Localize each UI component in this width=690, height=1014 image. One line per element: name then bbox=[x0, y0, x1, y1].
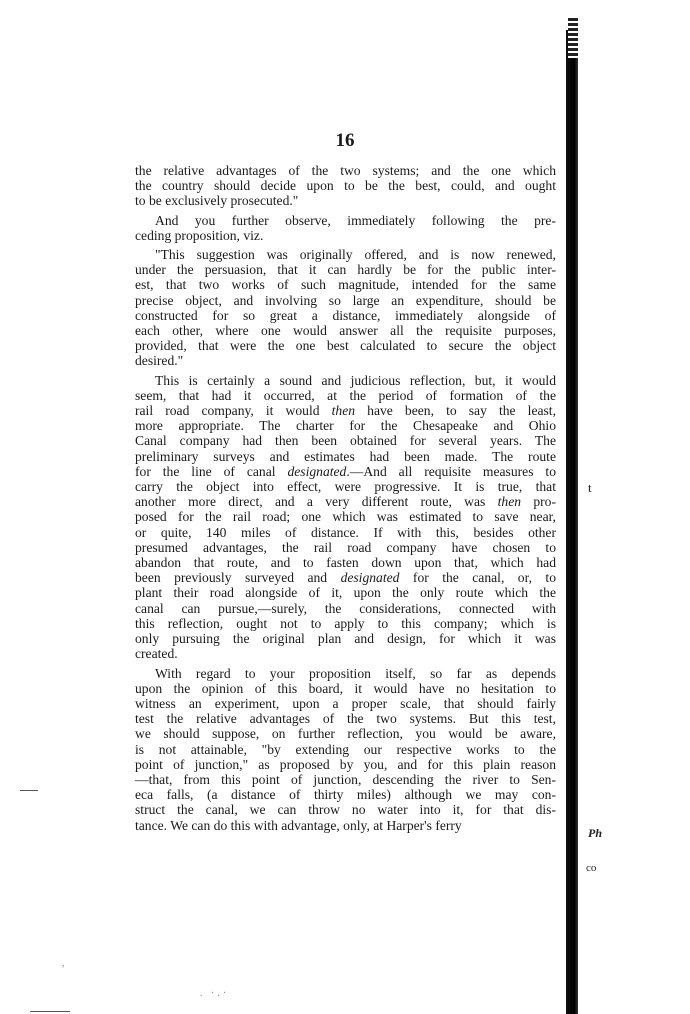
text-line: canal can pursue,—surely, the considerations, connected with bbox=[135, 600, 556, 616]
text-line: est, that two works of such magnitude, intended for the same bbox=[135, 277, 556, 293]
binding-stitching bbox=[568, 18, 578, 58]
body-text bbox=[135, 163, 556, 833]
paragraph bbox=[135, 163, 556, 209]
text-line: witness an experiment, upon a proper scale, that should fairly bbox=[135, 695, 556, 711]
text-line: each other, where one would answer all the requisite purposes, bbox=[135, 323, 556, 339]
text-line: carry the object into effect, were progressive. It is true, that bbox=[135, 479, 556, 495]
paper-specks: . ·.· bbox=[200, 988, 230, 999]
facing-page-fragment: t bbox=[588, 480, 592, 495]
text-line: "This suggestion was originally offered, and is now renewed, bbox=[155, 247, 556, 263]
page-number: 16 bbox=[335, 130, 355, 151]
text-line: to be exclusively prosecuted." bbox=[135, 193, 299, 209]
text-line: this reflection, ought not to apply to this company; which is bbox=[135, 615, 556, 631]
text-line: provided, that were the one best calculated to secure the object bbox=[135, 338, 556, 354]
text-line: preliminary surveys and estimates had been made. The route bbox=[135, 448, 556, 464]
text-line: And you further observe, immediately following the pre- bbox=[155, 212, 556, 228]
paper-specks: , bbox=[62, 958, 65, 969]
page-edge-mark bbox=[30, 1011, 70, 1012]
paragraph bbox=[135, 247, 556, 369]
text-line: tance. We can do this with advantage, only, at Harper's ferry bbox=[135, 817, 462, 833]
facing-page-fragment: Ph bbox=[588, 826, 603, 840]
text-line: the relative advantages of the two systems; and the one which bbox=[135, 163, 556, 178]
text-line: presumed advantages, the rail road company have chosen to bbox=[135, 539, 556, 555]
text-line: eca falls, (a distance of thirty miles) although we may con- bbox=[135, 787, 556, 803]
binding-shadow bbox=[566, 30, 578, 1014]
text-line: under the persuasion, that it can hardly be for the public inter- bbox=[135, 262, 556, 278]
text-line: or quite, 140 miles of distance. If with this, besides other bbox=[135, 524, 556, 540]
paragraph bbox=[135, 373, 556, 662]
text-line: abandon that route, and to fasten down upon that, which had bbox=[135, 555, 556, 571]
text-line: —that, from this point of junction, descending the river to Sen- bbox=[135, 771, 556, 787]
text-line: point of junction," as proposed by you, and for this plain reason bbox=[135, 756, 556, 772]
text-line: plant their road alongside of it, upon the only route which the bbox=[135, 585, 556, 601]
text-line: posed for the rail road; one which was estimated to save near, bbox=[135, 509, 556, 525]
text-line: been previously surveyed and designated for the canal, or, to bbox=[135, 570, 557, 586]
text-line: Canal company had then been obtained for several years. The bbox=[135, 433, 556, 449]
paragraph bbox=[135, 213, 556, 243]
text-line: more appropriate. The charter for the Chesapeake and Ohio bbox=[135, 418, 556, 434]
text-line: precise object, and involving so large an expenditure, should be bbox=[135, 292, 556, 308]
text-line: only pursuing the original plan and design, for which it was bbox=[135, 631, 556, 647]
text-line: another more direct, and a very different route, was then pro- bbox=[135, 494, 557, 510]
text-line: desired." bbox=[135, 353, 184, 369]
text-line: the country should decide upon to be the best, could, and ought bbox=[135, 178, 556, 194]
text-line: constructed for so great a distance, immediately alongside of bbox=[135, 307, 556, 323]
text-line: test the relative advantages of the two systems. But this test, bbox=[135, 711, 556, 727]
text-line: This is certainly a sound and judicious reflection, but, it would bbox=[155, 372, 556, 388]
text-line: created. bbox=[135, 646, 178, 662]
text-line: struct the canal, we can throw no water into it, for that dis- bbox=[135, 802, 556, 818]
text-line: rail road company, it would then have been, to say the least, bbox=[135, 403, 556, 419]
text-line: is not attainable, "by extending our respective works to the bbox=[135, 741, 556, 757]
text-line: for the line of canal designated.—And all requisite measures to bbox=[135, 463, 556, 479]
facing-page-fragment: co bbox=[586, 862, 597, 874]
paragraph bbox=[135, 666, 556, 833]
text-line: ceding proposition, viz. bbox=[135, 227, 264, 243]
text-line: With regard to your proposition itself, so far as depends bbox=[155, 665, 556, 681]
page-edge-mark bbox=[20, 790, 38, 791]
text-line: we should suppose, on further reflection, you would be aware, bbox=[135, 726, 556, 742]
text-line: seem, that had it occurred, at the period of formation of the bbox=[135, 387, 556, 403]
text-line: upon the opinion of this board, it would have no hesitation to bbox=[135, 680, 556, 696]
